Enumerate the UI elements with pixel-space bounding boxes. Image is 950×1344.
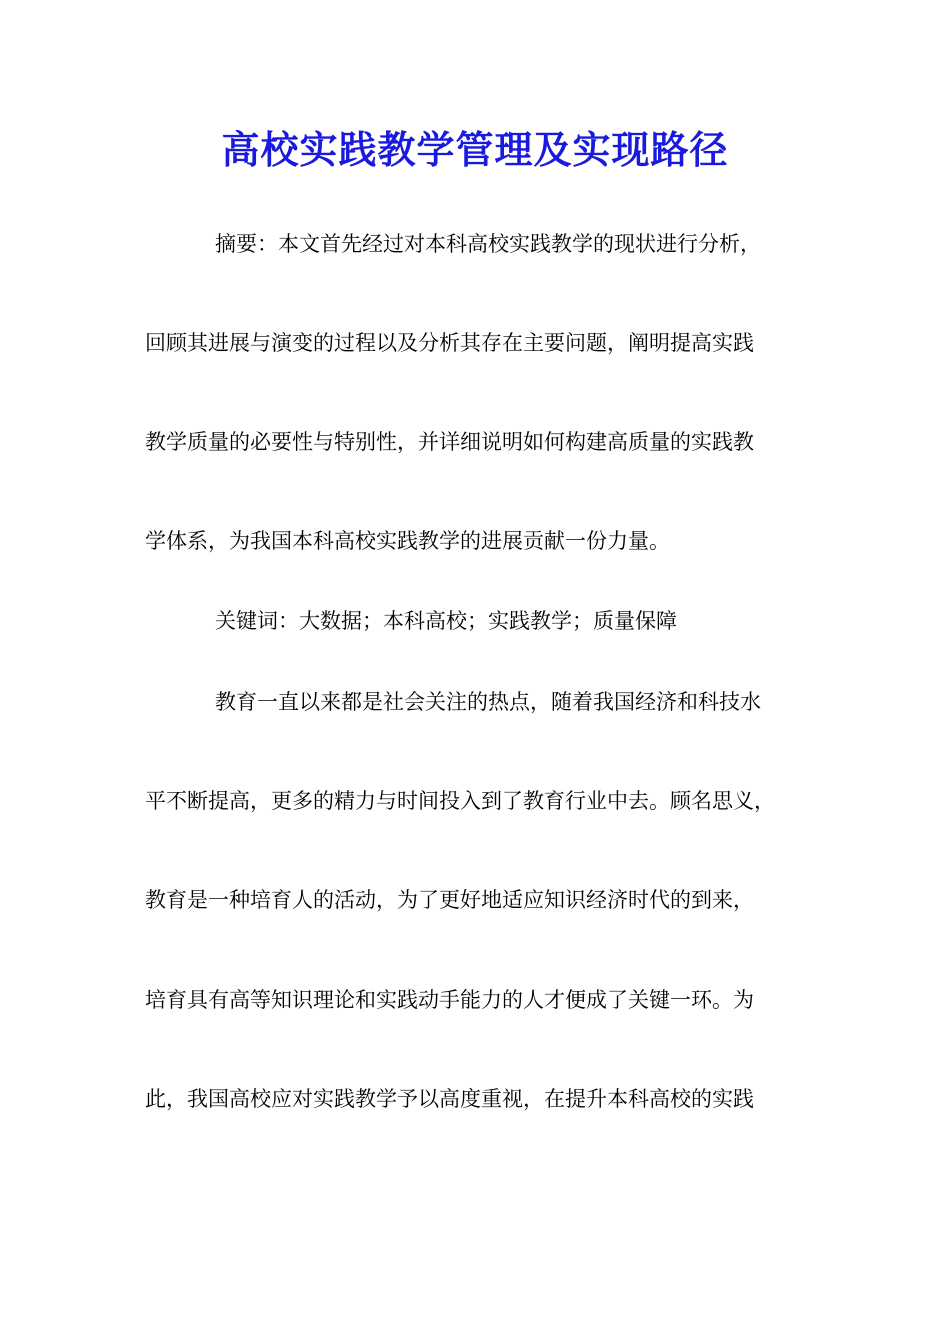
abstract-line-3: 教学质量的必要性与特别性，并详细说明如何构建高质量的实践教 [145, 430, 754, 454]
abstract-line-2: 回顾其进展与演变的过程以及分析其存在主要问题，阐明提高实践 [145, 331, 754, 355]
body-line-4: 培育具有高等知识理论和实践动手能力的人才便成了关键一环。为 [145, 988, 754, 1012]
abstract-line-1: 摘要：本文首先经过对本科高校实践教学的现状进行分析， [215, 232, 761, 256]
body-line-3: 教育是一种培育人的活动，为了更好地适应知识经济时代的到来， [145, 888, 754, 912]
keywords-line: 关键词：大数据；本科高校；实践教学；质量保障 [215, 609, 677, 633]
abstract-line-4: 学体系，为我国本科高校实践教学的进展贡献一份力量。 [145, 529, 670, 553]
body-line-1: 教育一直以来都是社会关注的热点，随着我国经济和科技水 [215, 690, 761, 714]
document-title: 高校实践教学管理及实现路径 [221, 127, 729, 172]
body-line-5: 此，我国高校应对实践教学予以高度重视，在提升本科高校的实践 [145, 1087, 754, 1111]
body-line-2: 平不断提高，更多的精力与时间投入到了教育行业中去。顾名思义， [145, 789, 775, 813]
